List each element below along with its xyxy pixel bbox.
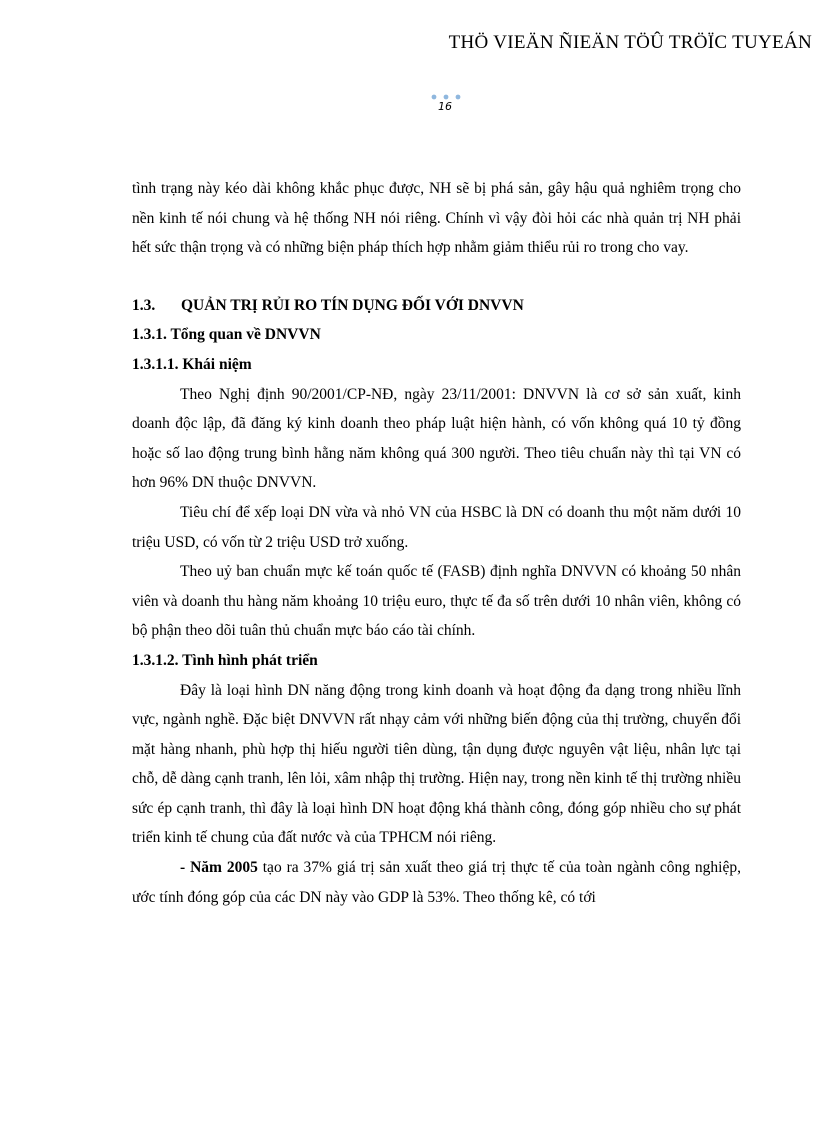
definition-paragraph-hsbc: Tiêu chí để xếp loại DN vừa và nhỏ VN của HSBC là DN có doanh thu một năm dưới 10 triệu USD, có vốn từ 2 triệu USD trở xuống. [132,503,741,551]
document-body [132,174,741,912]
intro-paragraph: tình trạng này kéo dài không khắc phục được, NH sẽ bị phá sản, gây hậu quả nghiêm trọng cho nền kinh tế nói chung và hệ thống NH nói riêng. Chính vì vậy đòi hỏi các nhà quản trị NH phải hết sức thận trọng và có những biện pháp thích hợp nhằm giảm thiểu rủi ro trong cho vay. [132,180,741,257]
page-number: 16 [438,100,452,113]
development-paragraph: Đây là loại hình DN năng động trong kinh doanh và hoạt động đa dạng trong nhiều lĩnh vực, ngành nghề. Đặc biệt DNVVN rất nhạy cảm với những biến động của thị trường, chuyển đổi mặt hàng nhanh, phù hợp thị hiếu người tiên dùng, tận dụng được nguyên vật liệu, nhân lực tại chỗ, dễ dàng cạnh tranh, lên lỏi, xâm nhập thị trường. Hiện nay, trong nền kinh tế thị trường nhiều sức ép cạnh tranh, thì đây là loại hình DN hoạt động khá thành công, đóng góp nhiều cho sự phát triển kinh tế chung của đất nước và của TPHCM nói riêng. [132,681,741,847]
subsection-heading-1-3-1: 1.3.1. Tổng quan về DNVVN [132,326,321,344]
section-heading-1-3 [132,291,741,321]
section-number: 1.3. [132,296,156,314]
header-title: THÖ VIEÄN ÑIEÄN TÖÛ TRÖÏC TUYEÁN [448,32,812,53]
definition-paragraph-decree: Theo Nghị định 90/2001/CP-NĐ, ngày 23/11/2001: DNVVN là cơ sở sản xuất, kinh doanh độc lập, đã đăng ký kinh doanh theo pháp luật hiện hành, có vốn không quá 10 tỷ đồng hoặc số lao động trung bình hằng năm không quá 300 người. Theo tiêu chuẩn này thì tại VN có hơn 96% DN thuộc DNVVN. [132,385,741,492]
year-2005-paragraph [132,853,741,912]
subsection-heading-1-3-1-2: 1.3.1.2. Tình hình phát triển [132,651,318,669]
year-2005-lead: - Năm 2005 [180,859,258,877]
section-title: QUẢN TRỊ RỦI RO TÍN DỤNG ĐỐI VỚI DNVVN [181,296,524,314]
subsection-heading-1-3-1-1: 1.3.1.1. Khái niệm [132,355,252,373]
year-2005-text: tạo ra 37% giá trị sản xuất theo giá trị thực tế của toàn ngành công nghiệp, ước tính đóng góp của các DN này vào GDP là 53%. Theo thống kê, có tới [132,859,741,906]
definition-paragraph-fasb: Theo uỷ ban chuẩn mực kế toán quốc tế (FASB) định nghĩa DNVVN có khoảng 50 nhân viên và doanh thu hàng năm khoảng 10 triệu euro, thực tế đa số trên dưới 10 nhân viên, không có bộ phận theo dõi tuân thủ chuẩn mực báo cáo tài chính. [132,563,741,640]
